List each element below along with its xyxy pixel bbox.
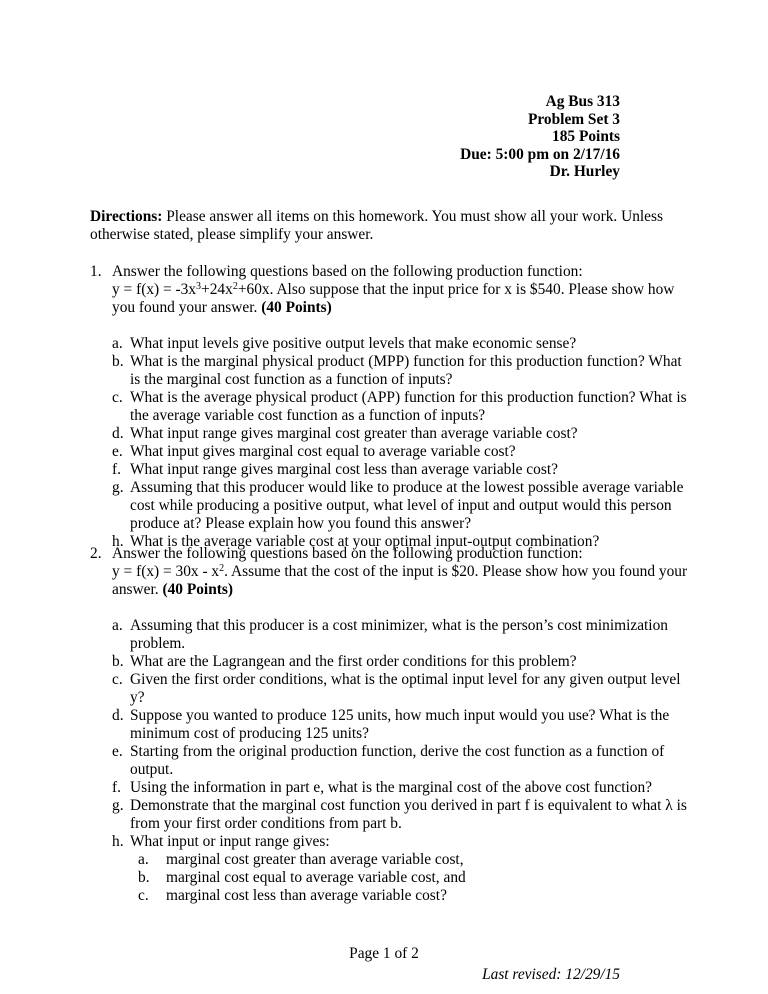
item-label: e. bbox=[112, 743, 123, 760]
list-item bbox=[112, 671, 690, 707]
item-label: c. bbox=[112, 671, 123, 688]
item-label: d. bbox=[112, 707, 124, 724]
item-text: Given the first order conditions, what is the optimal input level for any given output level y? bbox=[130, 671, 681, 706]
item-text: What input range gives marginal cost greater than average variable cost? bbox=[130, 425, 578, 442]
instructor-name: Dr. Hurley bbox=[549, 163, 620, 181]
list-item bbox=[138, 851, 690, 869]
fn-part: +60x. Also suppose that the input price for x is $540. Please show how you found your answer. bbox=[112, 281, 675, 316]
fn-part: +24x bbox=[201, 281, 233, 298]
directions-paragraph bbox=[90, 208, 690, 244]
question-items bbox=[112, 335, 690, 551]
item-text: Suppose you wanted to produce 125 units, how much input would you use? What is the minimum cost of producing 125 units? bbox=[130, 707, 670, 742]
item-label: b. bbox=[138, 869, 150, 886]
item-label: a. bbox=[138, 851, 149, 868]
question-1 bbox=[90, 263, 690, 551]
item-label: f. bbox=[112, 779, 121, 796]
list-item bbox=[112, 797, 690, 833]
list-item bbox=[112, 707, 690, 743]
list-item bbox=[112, 425, 690, 443]
item-text: What input range gives marginal cost less than average variable cost? bbox=[130, 461, 558, 478]
item-text: What are the Lagrangean and the first order conditions for this problem? bbox=[130, 653, 577, 670]
question-items bbox=[112, 617, 690, 905]
question-intro: Answer the following questions based on the following production function: bbox=[112, 263, 583, 280]
page-number: Page 1 of 2 bbox=[349, 945, 419, 962]
item-text: marginal cost greater than average variable cost, bbox=[166, 851, 464, 868]
sub-items bbox=[138, 851, 690, 905]
course-title: Ag Bus 313 bbox=[545, 93, 620, 110]
directions-text: Please answer all items on this homework. You must show all your work. Unless otherwise stated, please simplify your answer. bbox=[90, 208, 663, 243]
item-text: marginal cost equal to average variable cost, and bbox=[166, 869, 466, 886]
item-label: c. bbox=[112, 389, 123, 406]
item-label: a. bbox=[112, 335, 123, 352]
header-block bbox=[460, 93, 620, 181]
last-revised: Last revised: 12/29/15 bbox=[482, 966, 620, 983]
item-text: What input gives marginal cost equal to average variable cost? bbox=[130, 443, 516, 460]
item-label: h. bbox=[112, 833, 124, 850]
item-label: e. bbox=[112, 443, 123, 460]
item-label: f. bbox=[112, 461, 121, 478]
fn-exponent: 3 bbox=[196, 281, 202, 292]
item-label: b. bbox=[112, 353, 124, 370]
list-item bbox=[112, 335, 690, 353]
question-number: 1. bbox=[90, 263, 102, 280]
production-function bbox=[112, 281, 690, 317]
item-text: Starting from the original production function, derive the cost function as a function of output. bbox=[130, 743, 665, 778]
item-text: What is the average physical product (APP) function for this production function? What is the average variable cost function as a function of inputs? bbox=[130, 389, 687, 424]
item-text: marginal cost less than average variable cost? bbox=[166, 887, 447, 904]
item-text: Assuming that this producer would like to produce at the lowest possible average variable cost while producing a positive output, what level of input and output would this person produce at? Please explain how you found this answer? bbox=[130, 479, 684, 532]
item-label: c. bbox=[138, 887, 149, 904]
fn-part: . Assume that the cost of the input is $20. Please show how you found your answer. bbox=[112, 563, 688, 598]
fn-part: y = f(x) = -3x bbox=[112, 281, 197, 298]
item-text: Using the information in part e, what is the marginal cost of the above cost function? bbox=[130, 779, 653, 796]
list-item bbox=[138, 887, 690, 905]
item-text: What is the marginal physical product (MPP) function for this production function? What is the marginal cost function as a function of inputs? bbox=[130, 353, 682, 388]
question-points: (40 Points) bbox=[162, 581, 233, 598]
list-item bbox=[112, 479, 690, 533]
list-item bbox=[112, 653, 690, 671]
item-label: d. bbox=[112, 425, 124, 442]
item-text: Demonstrate that the marginal cost function you derived in part f is equivalent to what λ is from your first order conditions from part b. bbox=[130, 797, 687, 832]
list-item bbox=[112, 833, 690, 851]
list-item bbox=[138, 869, 690, 887]
item-label: g. bbox=[112, 797, 124, 814]
question-2 bbox=[90, 545, 690, 905]
item-text: What is the average variable cost at your optimal input-output combination? bbox=[130, 533, 600, 550]
list-item bbox=[112, 353, 690, 389]
list-item bbox=[112, 779, 690, 797]
list-item bbox=[112, 389, 690, 425]
list-item bbox=[112, 461, 690, 479]
fn-exponent: 2 bbox=[219, 563, 225, 574]
directions-label: Directions: bbox=[90, 208, 163, 225]
due-date: Due: 5:00 pm on 2/17/16 bbox=[460, 145, 620, 163]
fn-exponent: 2 bbox=[232, 281, 238, 292]
item-label: a. bbox=[112, 617, 123, 634]
item-label: g. bbox=[112, 479, 124, 496]
points-total: 185 Points bbox=[552, 128, 620, 146]
item-text: Assuming that this producer is a cost minimizer, what is the person’s cost minimization problem. bbox=[130, 617, 668, 652]
list-item bbox=[112, 617, 690, 653]
fn-part: y = f(x) = 30x - x bbox=[112, 563, 220, 580]
list-item bbox=[112, 743, 690, 779]
item-label: b. bbox=[112, 653, 124, 670]
question-number: 2. bbox=[90, 545, 102, 562]
question-points: (40 Points) bbox=[261, 299, 332, 316]
item-text: What input or input range gives: bbox=[130, 833, 330, 850]
question-intro: Answer the following questions based on the following production function: bbox=[112, 545, 583, 562]
item-text: What input levels give positive output levels that make economic sense? bbox=[130, 335, 577, 352]
production-function bbox=[112, 563, 690, 599]
list-item bbox=[112, 443, 690, 461]
item-label: h. bbox=[112, 533, 124, 550]
problem-set-title: Problem Set 3 bbox=[527, 110, 620, 128]
